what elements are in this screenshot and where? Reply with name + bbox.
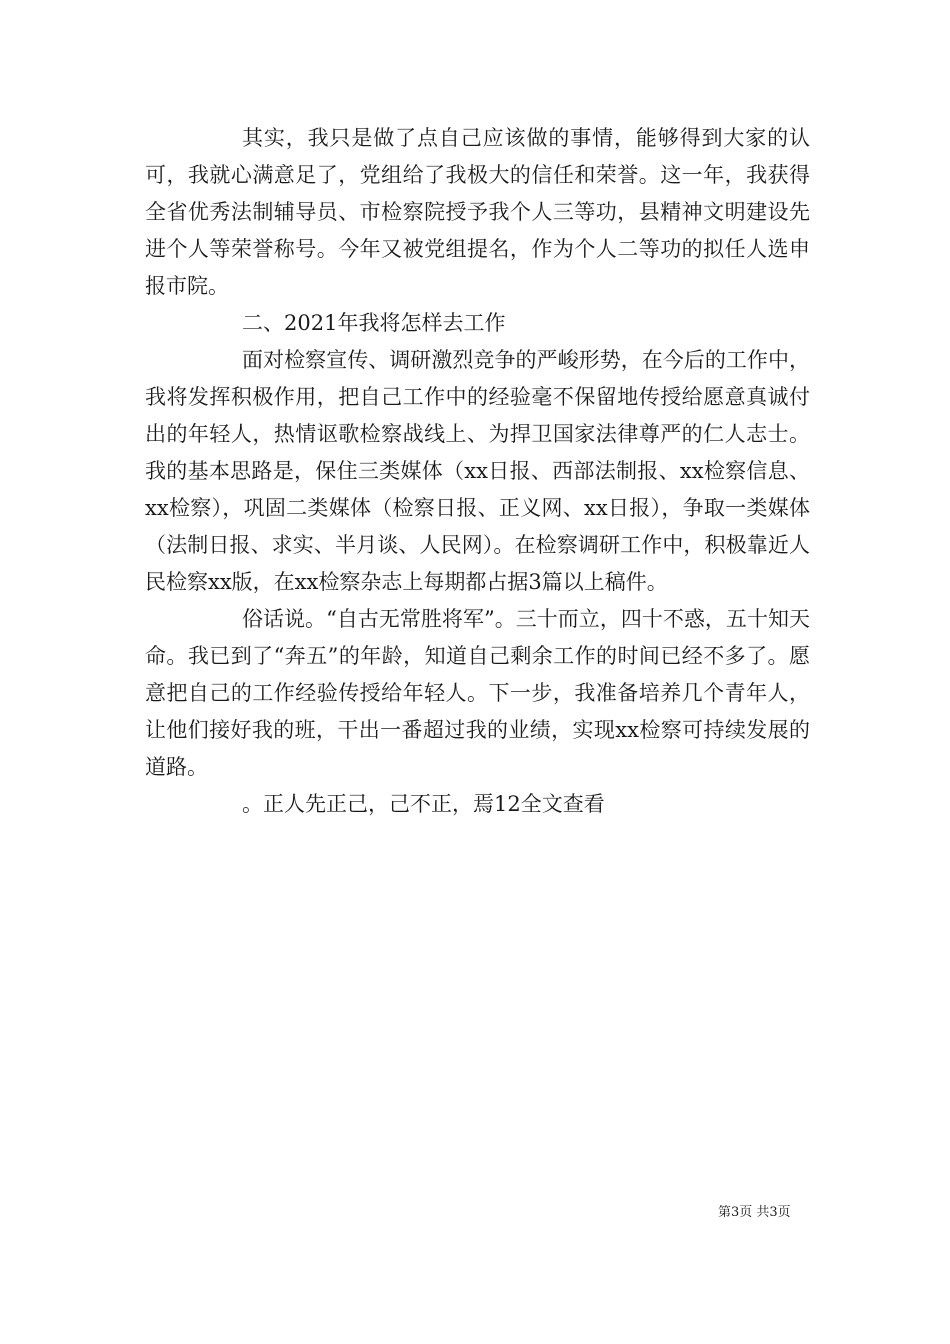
paragraph-read-more[interactable]: 。正人先正己，己不正，焉12全文查看	[242, 792, 605, 816]
paragraph-proverb: 俗话说。“自古无常胜将军”。三十而立，四十不惑，五十知天命。我已到了“奔五”的年龄，知道自己剩余工作的时间已经不多了。愿意把自己的工作经验传授给年轻人。下一步，我准备培养几个青年人，让他们接好我的班，干出一番超过我的业绩，实现xx检察可持续发展的道路。	[145, 607, 810, 779]
paragraph-honors: 其实，我只是做了点自己应该做的事情，能够得到大家的认可，我就心满意足了，党组给了我极大的信任和荣誉。这一年，我获得全省优秀法制辅导员、市检察院授予我个人三等功，县精神文明建设先进个人等荣誉称号。今年又被党组提名，作为个人二等功的拟任人选申报市院。	[145, 126, 810, 298]
paragraph-work-plan: 面对检察宣传、调研激烈竞争的严峻形势，在今后的工作中，我将发挥积极作用，把自己工作中的经验毫不保留地传授给愿意真诚付出的年轻人，热情讴歌检察战线上、为捍卫国家法律尊严的仁人志士。我的基本思路是，保住三类媒体（xx日报、西部法制报、xx检察信息、xx检察），巩固二类媒体（检察日报、正义网、xx日报），争取一类媒体（法制日报、求实、半月谈、人民网）。在检察调研工作中，积极靠近人民检察xx版，在xx检察杂志上每期都占据3篇以上稿件。	[145, 348, 810, 594]
section-heading-2021-plan: 二、2021年我将怎样去工作	[242, 311, 506, 335]
page-number-footer: 第3页 共3页	[718, 1205, 791, 1220]
document-body	[145, 120, 810, 823]
